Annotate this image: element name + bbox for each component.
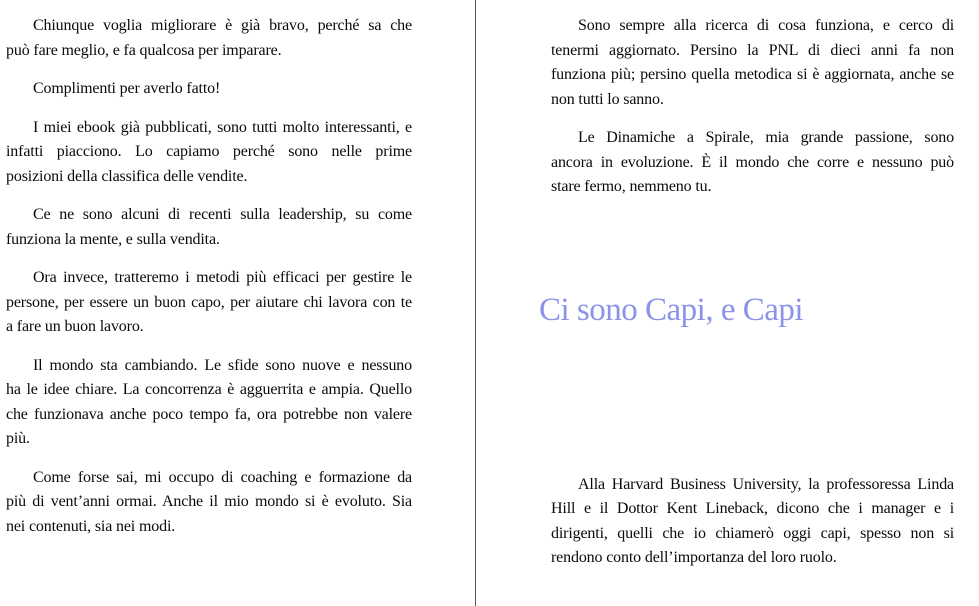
text-line: funziona più; persino quella metodica si è aggiornata, anche se <box>551 66 954 83</box>
text-line: Chiunque voglia migliorare è già bravo, perché sa che <box>33 17 412 34</box>
text-line: che funzionava anche poco tempo fa, ora potrebbe non valere <box>6 405 412 423</box>
text-line: persone, per essere un buon capo, per aiutare chi lavora con te <box>6 293 412 311</box>
text-line: Come forse sai, mi occupo di coaching e formazione da <box>33 468 412 486</box>
text-line: I miei ebook già pubblicati, sono tutti molto interessanti, e <box>33 118 412 136</box>
paragraph <box>6 14 412 63</box>
text-line: può fare meglio, e fa qualcosa per imparare. <box>6 41 282 59</box>
chapter-heading: Ci sono Capi, e Capi <box>539 291 804 328</box>
text-line: rendono conto dell’importanza del loro ruolo. <box>551 549 837 566</box>
page-divider <box>475 0 477 606</box>
text-line: infatti piacciono. Lo capiamo perché sono nelle prime <box>6 143 412 160</box>
text-line: Ora invece, tratteremo i metodi più efficaci per gestire le <box>33 269 412 286</box>
text-line: funziona la mente, e sulla vendita. <box>6 230 220 248</box>
text-line: tenermi aggiornato. Persino la PNL di dieci anni fa non <box>551 41 954 59</box>
text-line: Complimenti per averlo fatto! <box>33 80 221 97</box>
paragraph <box>6 354 412 452</box>
text-line: più di vent’anni ormai. Anche il mio mondo si è evoluto. Sia <box>6 493 412 510</box>
text-line: dirigenti, quelli che io chiamerò oggi capi, spesso non si <box>551 524 954 542</box>
paragraph <box>551 126 954 200</box>
text-line: Ce ne sono alcuni di recenti sulla leadership, su come <box>33 206 412 223</box>
text-line: ha le idee chiare. La concorrenza è agguerrita e ampia. Quello <box>6 381 412 398</box>
paragraph <box>6 266 412 340</box>
text-line: Il mondo sta cambiando. Le sfide sono nuove e nessuno <box>33 356 412 374</box>
page-left <box>6 14 412 539</box>
page-right <box>539 14 954 571</box>
text-line: ancora in evoluzione. È il mondo che corre e nessuno può <box>551 153 954 171</box>
paragraph <box>551 473 954 571</box>
text-line: stare fermo, nemmeno tu. <box>551 178 712 195</box>
text-line: Alla Harvard Business University, la professoressa Linda <box>578 475 954 493</box>
text-line: a fare un buon lavoro. <box>6 318 144 335</box>
text-line: Le Dinamiche a Spirale, mia grande passione, sono <box>578 129 954 146</box>
paragraph <box>551 14 954 112</box>
right-page-bottom-text <box>539 473 954 571</box>
paragraph <box>6 466 412 540</box>
text-line: Sono sempre alla ricerca di cosa funziona, e cerco di <box>578 17 954 34</box>
text-line: nei contenuti, sia nei modi. <box>6 517 176 535</box>
text-line: Hill e il Dottor Kent Lineback, dicono che i manager e i <box>551 500 954 517</box>
paragraph <box>6 116 412 190</box>
text-line: posizioni della classifica delle vendite. <box>6 167 248 185</box>
text-line: non tutti lo sanno. <box>551 90 664 108</box>
text-line: più. <box>6 430 30 447</box>
paragraph <box>6 203 412 252</box>
right-page-top-text <box>539 14 954 200</box>
paragraph <box>6 77 412 102</box>
